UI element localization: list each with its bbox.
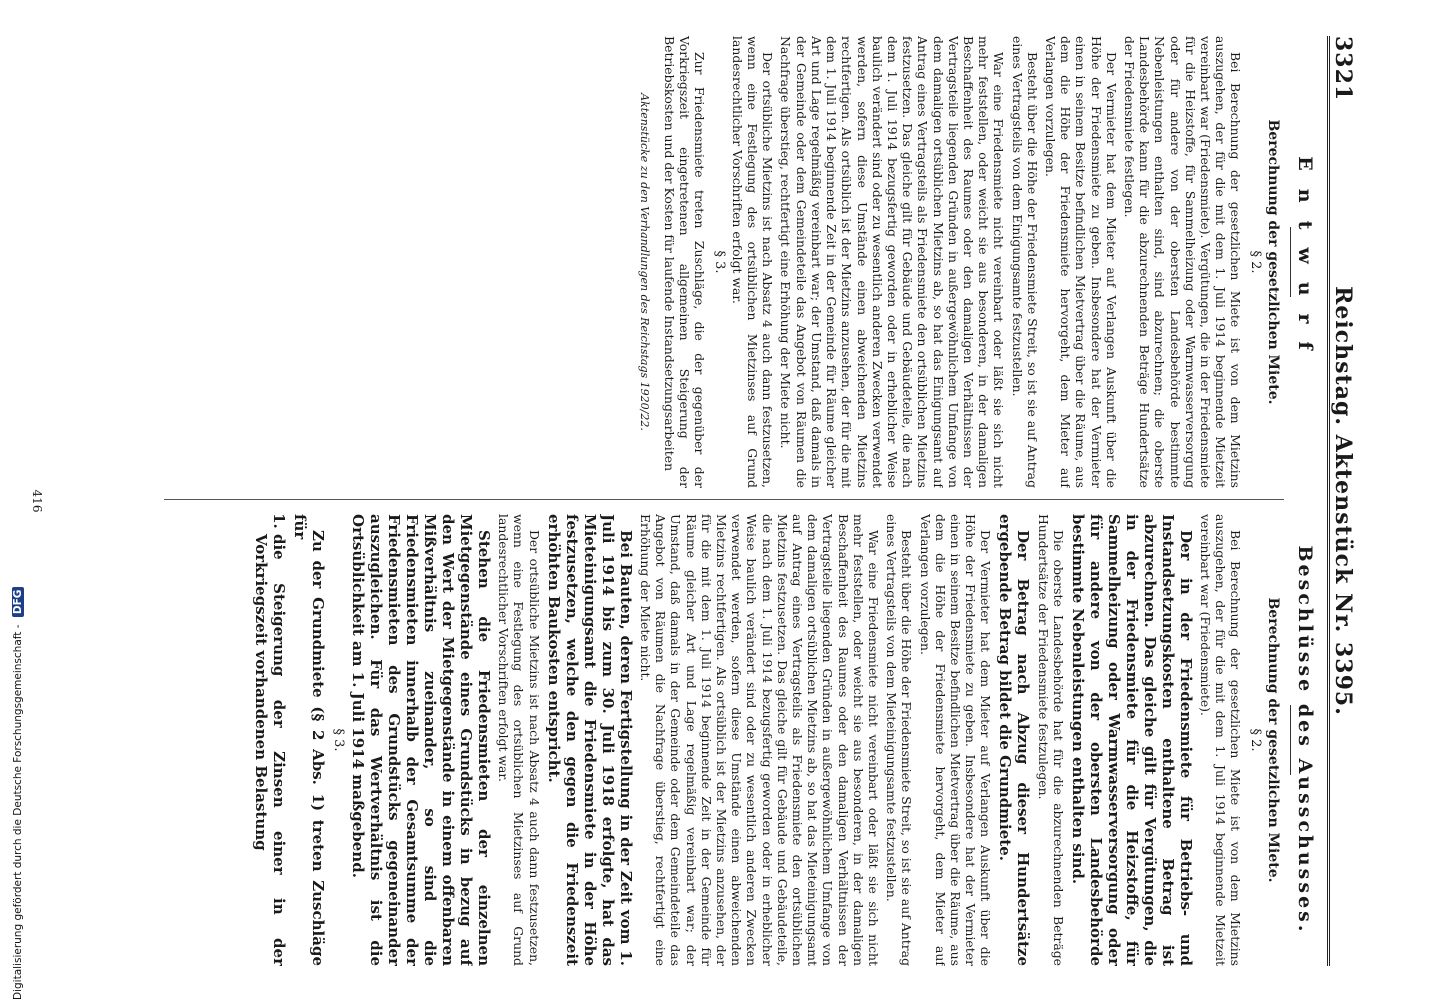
left-paragraph-1: Bei Berechnung der gesetzlichen Miete ist von dem Mietzins auszugehen, der für die mit dem 1. Juli 1914 beginnende Mietzeit vereinbart war (Friedensmiete). Vergütungen, die in der Friedensmiete für die Heizstoffe, für Sammelheizung oder Warmwasserversorgung oder für andere von der obersten Landesbehörde bestimmte Nebenleistungen enthalten sind, sind abzurechnen; die oberste Landesbehörde kann für die abzurechnenden Beträge Hundertsätze der Friedensmiete festlegen. — [1121, 36, 1244, 488]
credit-text: Digitalisierung gefördert durch die Deutsche Forschungsgemeinschaft - — [12, 624, 24, 1000]
section-title: Berechnung der gesetzlichen Miete. — [1264, 119, 1281, 405]
paragraph-label-2: § 2. — [1247, 728, 1263, 752]
right-paragraph-7: Zu der Grundmiete (§ 2 Abs. 1) treten Zuschläge für — [290, 514, 327, 966]
heading-rule — [1290, 705, 1291, 775]
paragraph-label-3: § 3. — [331, 728, 347, 752]
left-paragraph-2: Der Vermieter hat dem Mieter auf Verlangen Auskunft über die Höhe der Friedensmiete zu geben. Insbesondere hat der Vermieter einen in seinem Besitze befindlichen Mietvertrag über die Räume, aus dem die Höhe der Friedensmiete hervorgeht, dem Mieter auf Verlangen vorzulegen. — [1042, 36, 1119, 488]
left-paragraph-6: Zur Friedensmiete treten Zuschläge, die der gegenüber der Vorkriegszeit eingetretenen allgemeinen Steigerung der Betriebskosten und der Kosten für laufende Instandsetzungsarbeiten — [662, 36, 708, 488]
left-paragraph-4: War eine Friedensmiete nicht vereinbart oder läßt sie sich nicht mehr feststellen, oder weicht sie aus besonderen, in der damaligen Beschaffenheit des Raumes oder den damaligen Verhältnissen der Vertragsteile liegenden Gründen in außergewöhnlichem Umfange von dem damaligen ortsüblichen Mietzins ab, so hat das Einigungsamt auf Antrag eines Vertragsteils als Friedensmiete den ortsüblichen Mietzins festzusetzen. Das gleiche gilt für Gebäude und Gebäudeteile, die nach dem 1. Juli 1914 bezugsfertig geworden oder in erheblicher Weise baulich verändert sind oder zu wesentlich anderen Zwecken verwendet werden, sofern diese Umstände einen abweichenden Mietzins rechtfertigen. Als ortsüblich ist der Mietzins anzusehen, der für die mit dem 1. Juli 1914 beginnende Zeit in der Gemeinde für Räume gleicher Art und Lage regelmäßig vereinbart war; der Umstand, daß damals in der Gemeinde oder dem Gemeindeteile das Angebot von Räumen die Nachfrage überstieg, rechtfertigt eine Erhöhung der Miete nicht. — [778, 36, 1007, 488]
page-header-title: Reichstag. Aktenstück Nr. 3395. — [1330, 286, 1356, 716]
column-heading-beschluesse: Beschlüsse des Ausschusses. — [1294, 545, 1316, 935]
right-paragraph-1d: Der Betrag nach Abzug dieser Hundertsätze ergebende Betrag bildet die Grundmiete. — [996, 514, 1033, 966]
left-paragraph-3: Besteht über die Höhe der Friedensmiete Streit, so ist sie auf Antrag eines Vertragsteils von dem Einigungsamte festzustellen. — [1009, 36, 1040, 488]
dfg-logo: DFG — [12, 587, 24, 618]
right-paragraph-1c: Die oberste Landesbehörde hat für die abzurechnenden Beträge Hundertsätze der Friedensmiete festzulegen. — [1035, 514, 1066, 966]
column-divider — [164, 499, 1284, 500]
paragraph-label-2: § 2. — [1247, 250, 1263, 274]
paragraph-label-3: § 3. — [711, 250, 727, 274]
right-paragraph-4: War eine Friedensmiete nicht vereinbart oder läßt sie sich nicht mehr feststellen, oder weicht sie aus besonderen, in der damaligen Beschaffenheit des Raumes oder den damaligen Verhältnissen der Vertragsteile liegenden Gründen in außergewöhnlichem Umfange von dem damaligen ortsüblichen Mietzins ab, so hat das Mieteinigungsamt auf Antrag eines Vertragsteils als Friedensmiete den ortsüblichen Mietzins festzusetzen. Das gleiche gilt für Gebäude und Gebäudeteile, die nach dem 1. Juli 1914 bezugsfertig geworden oder in erheblicher Weise baulich verändert sind oder zu wesentlich anderen Zwecken verwendet werden, sofern diese Umstände einen abweichenden Mietzins rechtfertigen. Als ortsüblich ist der Mietzins anzusehen, der für die mit dem 1. Juli 1914 beginnende Zeit in der Gemeinde für Räume gleicher Art und Lage regelmäßig vereinbart war; der Umstand, daß damals in der Gemeinde oder dem Gemeindeteile das Angebot von Räumen die Nachfrage überstieg, rechtfertigt eine Erhöhung der Miete nicht. — [637, 514, 881, 966]
page-number: 3321 — [1330, 36, 1356, 102]
right-paragraph-1b: Der in der Friedensmiete für Betriebs- und Instandsetzungskosten enthaltene Betrag ist abzurechnen. Das gleiche gilt für Vergütungen, die in der Friedensmiete für die Heizstoffe, für Sammelheizung oder Warmwasserversorgung oder für andere von der obersten Landesbehörde bestimmte Nebenleistungen enthalten sind. — [1068, 514, 1195, 966]
page-header — [1316, 36, 1356, 966]
right-paragraph-6: Stehen die Friedensmieten der einzelnen Mietgegenstände eines Grundstücks in bezug auf den Wert der Mietgegenstände in einem offenbaren Mißverhältnis zueinander, so sind die Friedensmieten innerhalb der Gesamtsumme der Friedensmieten des Grundstücks gegeneinander auszugleichen. Für das Wertverhältnis ist die Ortsüblichkeit am 1. Juli 1914 maßgebend. — [349, 514, 494, 966]
header-rule — [1327, 36, 1330, 966]
column-heading-entwurf: Entwurf — [1294, 156, 1316, 368]
heading-rule — [1290, 227, 1291, 297]
footnote: Aktenstücke zu den Verhandlungen des Reichstags 1920/22. — [637, 93, 651, 431]
right-paragraph-5: Der ortsübliche Mietzins ist nach Absatz 4 auch dann festzusetzen, wenn eine Festlegung des ortsüblichen Mietzinses auf Grund landesrechtlicher Vorschriften erfolgt war. — [496, 514, 542, 966]
supplement-list — [252, 514, 288, 966]
list-item: 1. die Steigerung der Zinsen einer in der Vorkriegszeit vorhandenen Belastung — [252, 534, 288, 966]
right-paragraph-2: Der Vermieter hat dem Mieter auf Verlangen Auskunft über die Höhe der Friedensmiete zu geben. Insbesondere hat der Vermieter einen in seinem Besitze befindlichen Mietvertrag über die Räume, aus dem die Höhe der Friedensmiete hervorgeht, dem Mieter auf Verlangen vorzulegen. — [917, 514, 994, 966]
right-paragraph-1a: Bei Berechnung der gesetzlichen Miete ist von dem Mietzins auszugehen, der für die mit dem 1. Juli 1914 beginnende Mietzeit vereinbart war (Friedensmiete). — [1197, 514, 1244, 966]
page-footer-number: 416 — [30, 489, 44, 513]
right-paragraph-3: Besteht über die Höhe der Friedensmiete Streit, so ist sie auf Antrag eines Vertragsteils von dem Mieteinigungsamte festzustellen. — [884, 514, 915, 966]
digitization-credit — [12, 0, 28, 1000]
left-column-draft — [176, 36, 1316, 488]
section-title: Berechnung der gesetzlichen Miete. — [1264, 597, 1281, 883]
right-paragraph-4b: Bei Bauten, deren Fertigstellung in der Zeit vom 1. Juli 1914 bis zum 30. Juli 1918 erfolgte, hat das Mieteinigungsamt die Friedensmiete in der Höhe festzusetzen, welche den gegen die Friedenszeit erhöhten Baukosten entspricht. — [544, 514, 635, 966]
left-paragraph-5: Der ortsübliche Mietzins ist nach Absatz 4 auch dann festzusetzen, wenn eine Festlegung des ortsüblichen Mietzinses auf Grund landesrechtlicher Vorschriften erfolgt war. — [729, 36, 776, 488]
right-column-committee — [176, 514, 1316, 966]
